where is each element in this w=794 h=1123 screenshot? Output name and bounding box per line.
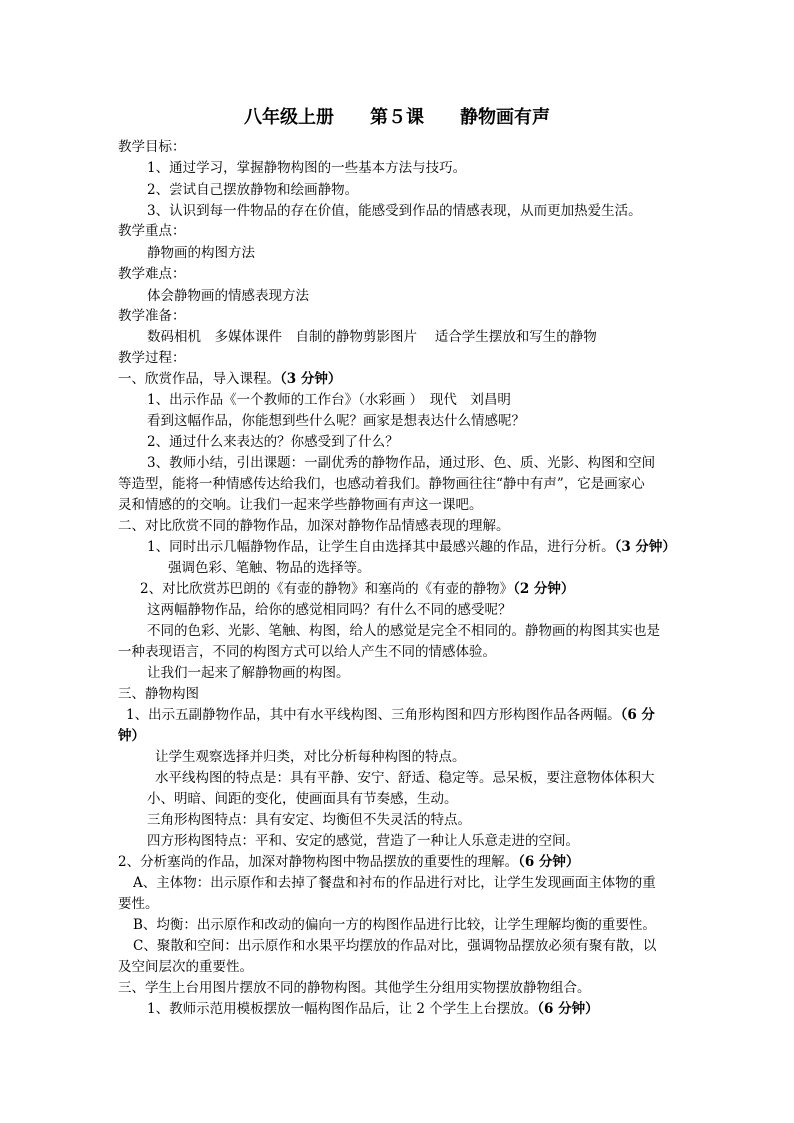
section-2-para-1-cont: 一种表现语言，不同的构图方式可以给人产生不同的情感体验。 bbox=[118, 644, 496, 660]
section-2-para-1: 不同的色彩、光影、笔触、构图，给人的感觉是完全不相同的。静物画的构图其实也是 bbox=[147, 623, 660, 639]
section-4-heading: 三、学生上台用图片摆放不同的静物构图。其他学生分组用实物摆放静物组合。 bbox=[118, 980, 591, 996]
section-3-item-2-duration: （6 分钟） bbox=[518, 854, 580, 870]
square-composition: 四方形构图特点：平和、安定的感觉，营造了一种让人乐意走进的空间。 bbox=[147, 833, 579, 849]
section-2-item-1-text: 1、同时出示几幅静物作品，让学生自由选择其中最感兴趣的作品，进行分析。 bbox=[147, 539, 615, 555]
section-1-duration: （3 分钟） bbox=[280, 371, 342, 387]
heading-process: 教学过程： bbox=[118, 350, 186, 366]
section-1-item-2: 2、通过什么来表达的？你感受到了什么？ bbox=[147, 434, 399, 450]
key-point-text: 静物画的构图方法 bbox=[147, 245, 255, 261]
section-3-item-1-text: 1、出示五副静物作品，其中有水平线构图、三角形构图和四方形构图作品各两幅。 bbox=[126, 707, 621, 723]
section-1-heading bbox=[118, 369, 341, 389]
section-1-item-3-cont-2: 灵和情感的的交响。让我们一起来学些静物画有声这一课吧。 bbox=[118, 497, 483, 513]
section-2-para-2: 让我们一起来了解静物画的构图。 bbox=[147, 665, 350, 681]
section-4-item-1-duration: （6 分钟） bbox=[537, 1001, 599, 1017]
section-1-question: 看到这幅作品，你能想到些什么呢？画家是想表达什么情感呢？ bbox=[147, 413, 525, 429]
heading-objectives: 教学目标： bbox=[118, 139, 186, 155]
section-3-item-1-duration-cont: 钟） bbox=[118, 728, 145, 744]
section-1-item-3-cont-1: 等造型，能将一种情感传达给我们，也感动着我们。静物画往往“静中有声”，它是画家心 bbox=[118, 476, 645, 492]
preparation-text: 数码相机 多媒体课件 自制的静物剪影图片 适合学生摆放和写生的静物 bbox=[147, 329, 597, 345]
section-1-text: 一、欣赏作品，导入课程。 bbox=[118, 371, 280, 387]
section-2-item-1-duration: （3 分钟） bbox=[614, 539, 676, 555]
section-3-item-2 bbox=[118, 852, 579, 872]
section-4-item-1-text: 1、教师示范用模板摆放一幅构图作品后，让 2 个学生上台摆放。 bbox=[147, 1001, 538, 1017]
heading-difficulties: 教学难点： bbox=[118, 266, 186, 282]
objective-2: 2、尝试自己摆放静物和绘画静物。 bbox=[147, 182, 359, 198]
point-b: B、均衡：出示原作和改动的偏向一方的构图作品进行比较，让学生理解均衡的重要性。 bbox=[133, 917, 656, 933]
section-2-item-2-text: 2、对比欣赏苏巴朗的《有壶的静物》和塞尚的《有壶的静物》 bbox=[140, 581, 514, 597]
section-2-question: 这两幅静物作品，给你的感觉相同吗？有什么不同的感受呢？ bbox=[147, 602, 512, 618]
triangle-composition: 三角形构图特点：具有安定、均衡但不失灵活的特点。 bbox=[147, 812, 471, 828]
section-1-item-3: 3、教师小结，引出课题：一副优秀的静物作品，通过形、色、质、光影、构图和空间 bbox=[147, 455, 656, 471]
horizontal-composition-cont: 小、明暗、间距的变化，使画面具有节奏感，生动。 bbox=[147, 791, 458, 807]
objective-3: 3、认识到每一件物品的存在价值，能感受到作品的情感表现，从而更加热爱生活。 bbox=[147, 203, 642, 219]
point-a-cont: 要性。 bbox=[118, 896, 159, 912]
section-3-instruction: 让学生观察选择并归类，对比分析每种构图的特点。 bbox=[155, 749, 466, 765]
section-3-item-1 bbox=[126, 705, 655, 725]
heading-preparation: 教学准备： bbox=[118, 308, 186, 324]
section-4-item-1 bbox=[147, 999, 599, 1019]
section-3-item-1-duration: （6 分 bbox=[620, 707, 655, 723]
horizontal-composition: 水平线构图的特点是：具有平静、安宁、舒适、稳定等。忌呆板，要注意物体体积大 bbox=[155, 770, 655, 786]
heading-key-points: 教学重点： bbox=[118, 223, 186, 239]
section-1-item-1: 1、出示作品《一个教师的工作台》（水彩画 ） 现代 刘昌明 bbox=[147, 392, 511, 408]
section-3-heading: 三、静物构图 bbox=[118, 686, 199, 702]
section-2-item-1 bbox=[147, 537, 676, 557]
section-2-heading: 二、对比欣赏不同的静物作品，加深对静物作品情感表现的理解。 bbox=[118, 518, 510, 534]
section-2-item-1-note: 强调色彩、笔触、物品的选择等。 bbox=[168, 560, 371, 576]
point-c: C、聚散和空间：出示原作和水果平均摆放的作品对比，强调物品摆放必须有聚有散，以 bbox=[133, 938, 657, 954]
objective-1: 1、通过学习，掌握静物构图的一些基本方法与技巧。 bbox=[147, 160, 467, 176]
section-2-item-2-duration: （2 分钟） bbox=[513, 581, 575, 597]
point-a: A、主体物：出示原作和去掉了餐盘和衬布的作品进行对比，让学生发现画面主体物的重 bbox=[133, 875, 656, 891]
section-2-item-2 bbox=[140, 579, 574, 599]
section-3-item-2-text: 2、分析塞尚的作品，加深对静物构图中物品摆放的重要性的理解。 bbox=[118, 854, 519, 870]
point-c-cont: 及空间层次的重要性。 bbox=[118, 959, 253, 975]
page-title: 八年级上册 第５课 静物画有声 bbox=[244, 107, 550, 128]
difficulty-text: 体会静物画的情感表现方法 bbox=[147, 288, 309, 304]
